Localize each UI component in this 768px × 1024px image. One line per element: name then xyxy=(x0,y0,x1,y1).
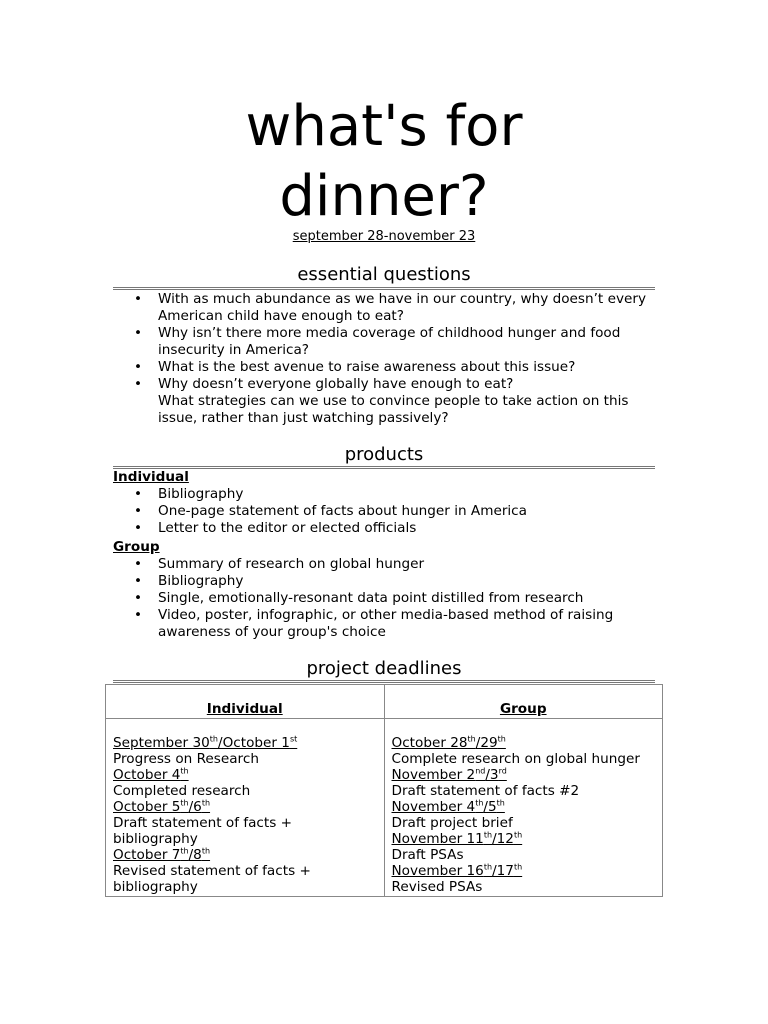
deadline-date: October 4th xyxy=(113,766,189,783)
deadline-date: October 28th/29th xyxy=(391,734,506,751)
individual-label: Individual xyxy=(113,469,189,485)
list-item: • Bibliography xyxy=(113,486,655,503)
deadline-date: October 7th/8th xyxy=(113,846,211,863)
individual-deadlines-cell xyxy=(106,719,385,897)
list-item: • Letter to the editor or elected officials xyxy=(113,520,655,537)
deadline-task: Revised PSAs xyxy=(391,879,483,895)
section-divider xyxy=(113,287,655,290)
essential-questions-heading: essential questions xyxy=(297,264,471,285)
column-header-group: Group xyxy=(384,685,663,719)
list-item: • Bibliography xyxy=(113,573,655,590)
deadline-date: September 30th/October 1st xyxy=(113,734,298,751)
title-line-2: dinner? xyxy=(279,164,489,229)
essential-questions-list xyxy=(113,291,655,427)
project-deadlines-heading: project deadlines xyxy=(306,658,462,679)
group-products-list xyxy=(113,556,655,641)
table-row xyxy=(106,719,663,897)
deadline-task: Complete research on global hunger xyxy=(391,751,640,767)
list-item: • Single, emotionally-resonant data point distilled from research xyxy=(113,590,655,607)
list-item: • What is the best avenue to raise awareness about this issue? xyxy=(113,359,655,376)
section-divider xyxy=(113,680,655,683)
individual-products-list xyxy=(113,486,655,537)
deadline-date: November 2nd/3rd xyxy=(391,766,507,783)
page-title xyxy=(113,92,655,232)
list-item: • One-page statement of facts about hunger in America xyxy=(113,503,655,520)
deadline-task: Draft project brief xyxy=(391,815,513,831)
deadline-task: Progress on Research xyxy=(113,751,259,767)
deadline-date: November 11th/12th xyxy=(391,830,523,847)
deadline-task: Draft statement of facts + bibliography xyxy=(113,815,293,847)
column-header-individual: Individual xyxy=(106,685,385,719)
deadline-task: Revised statement of facts + bibliography xyxy=(113,863,311,895)
deadline-date: October 5th/6th xyxy=(113,798,211,815)
deadline-date: November 16th/17th xyxy=(391,862,523,879)
group-label: Group xyxy=(113,539,160,555)
deadline-task: Draft PSAs xyxy=(391,847,464,863)
list-item: • Why doesn’t everyone globally have enough to eat? xyxy=(113,376,655,393)
list-item: • With as much abundance as we have in our country, why doesn’t every American child have enough to eat? xyxy=(113,291,655,325)
deadline-date: November 4th/5th xyxy=(391,798,505,815)
list-item: • Why isn’t there more media coverage of childhood hunger and food insecurity in America? xyxy=(113,325,655,359)
title-line-1: what's for xyxy=(245,94,523,159)
table-header-row xyxy=(106,685,663,719)
deadlines-table xyxy=(105,684,663,897)
group-deadlines-cell xyxy=(384,719,663,897)
products-heading: products xyxy=(344,444,424,465)
deadline-task: Completed research xyxy=(113,783,251,799)
section-divider xyxy=(113,466,655,469)
list-item: • Summary of research on global hunger xyxy=(113,556,655,573)
deadline-task: Draft statement of facts #2 xyxy=(391,783,580,799)
list-item: • Video, poster, infographic, or other media-based method of raising awareness of your group's choice xyxy=(113,607,655,641)
date-range: september 28-november 23 xyxy=(292,229,476,244)
list-item-continuation: What strategies can we use to convince people to take action on this issue, rather than just watching passively? xyxy=(158,393,629,426)
